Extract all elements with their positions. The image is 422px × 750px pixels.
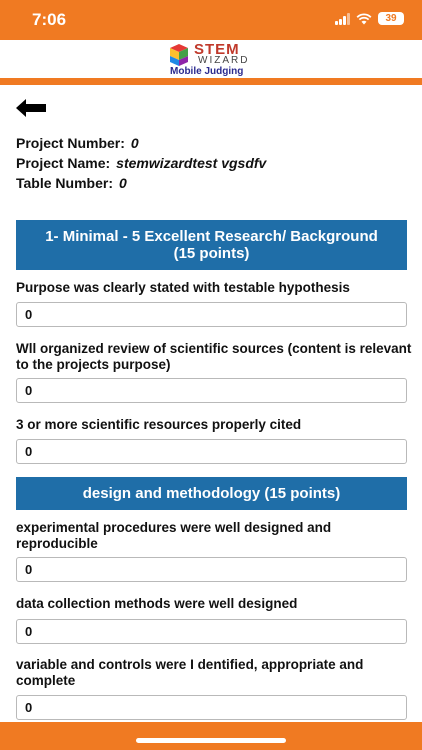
- question-label: 3 or more scientific resources properly cited: [16, 417, 302, 432]
- question-label: data collection methods were well designed: [16, 596, 298, 611]
- question-label: Purpose was clearly stated with testable hypothesis: [16, 280, 350, 295]
- home-indicator[interactable]: [136, 738, 286, 743]
- section-header-design: design and methodology (15 points): [16, 477, 407, 510]
- table-number-value: 0: [118, 175, 127, 191]
- signal-icon: [335, 13, 350, 25]
- stem-wizard-logo: [166, 40, 266, 78]
- score-input[interactable]: [16, 557, 407, 582]
- score-input[interactable]: [16, 302, 407, 327]
- status-icons: [335, 12, 404, 25]
- table-number-label: Table Number:: [16, 175, 113, 191]
- project-number-label: Project Number:: [16, 135, 125, 151]
- status-time: 7:06: [32, 10, 67, 29]
- logo-mark-icon: [166, 42, 192, 68]
- table-number: [16, 175, 127, 191]
- battery-icon: 39: [378, 12, 404, 25]
- project-name-value: stemwizardtest vgsdfv: [116, 155, 267, 171]
- bottom-bar: [0, 722, 422, 750]
- score-input[interactable]: [16, 439, 407, 464]
- header-divider: [0, 78, 422, 85]
- app-header: [0, 40, 422, 78]
- score-input[interactable]: [16, 378, 407, 403]
- project-number-value: 0: [130, 135, 139, 151]
- project-name: [16, 155, 266, 171]
- project-name-label: Project Name:: [16, 155, 111, 171]
- score-input[interactable]: [16, 619, 407, 644]
- logo-wizard-text: WIZARD: [198, 55, 250, 66]
- logo-stem-text: STEM: [194, 41, 240, 58]
- status-bar: [0, 0, 422, 40]
- question-label: Wll organized review of scientific sources (content is relevant to the projects purpose): [16, 341, 412, 372]
- section-header-research: 1- Minimal - 5 Excellent Research/ Background (15 points): [16, 220, 407, 270]
- logo-subtitle: Mobile Judging: [170, 66, 244, 77]
- question-label: experimental procedures were well designed and reproducible: [16, 520, 332, 551]
- back-arrow-icon[interactable]: [14, 98, 48, 118]
- project-number: [16, 135, 139, 151]
- question-label: variable and controls were I dentified, appropriate and complete: [16, 657, 364, 688]
- score-input[interactable]: [16, 695, 407, 720]
- wifi-icon: [356, 13, 372, 25]
